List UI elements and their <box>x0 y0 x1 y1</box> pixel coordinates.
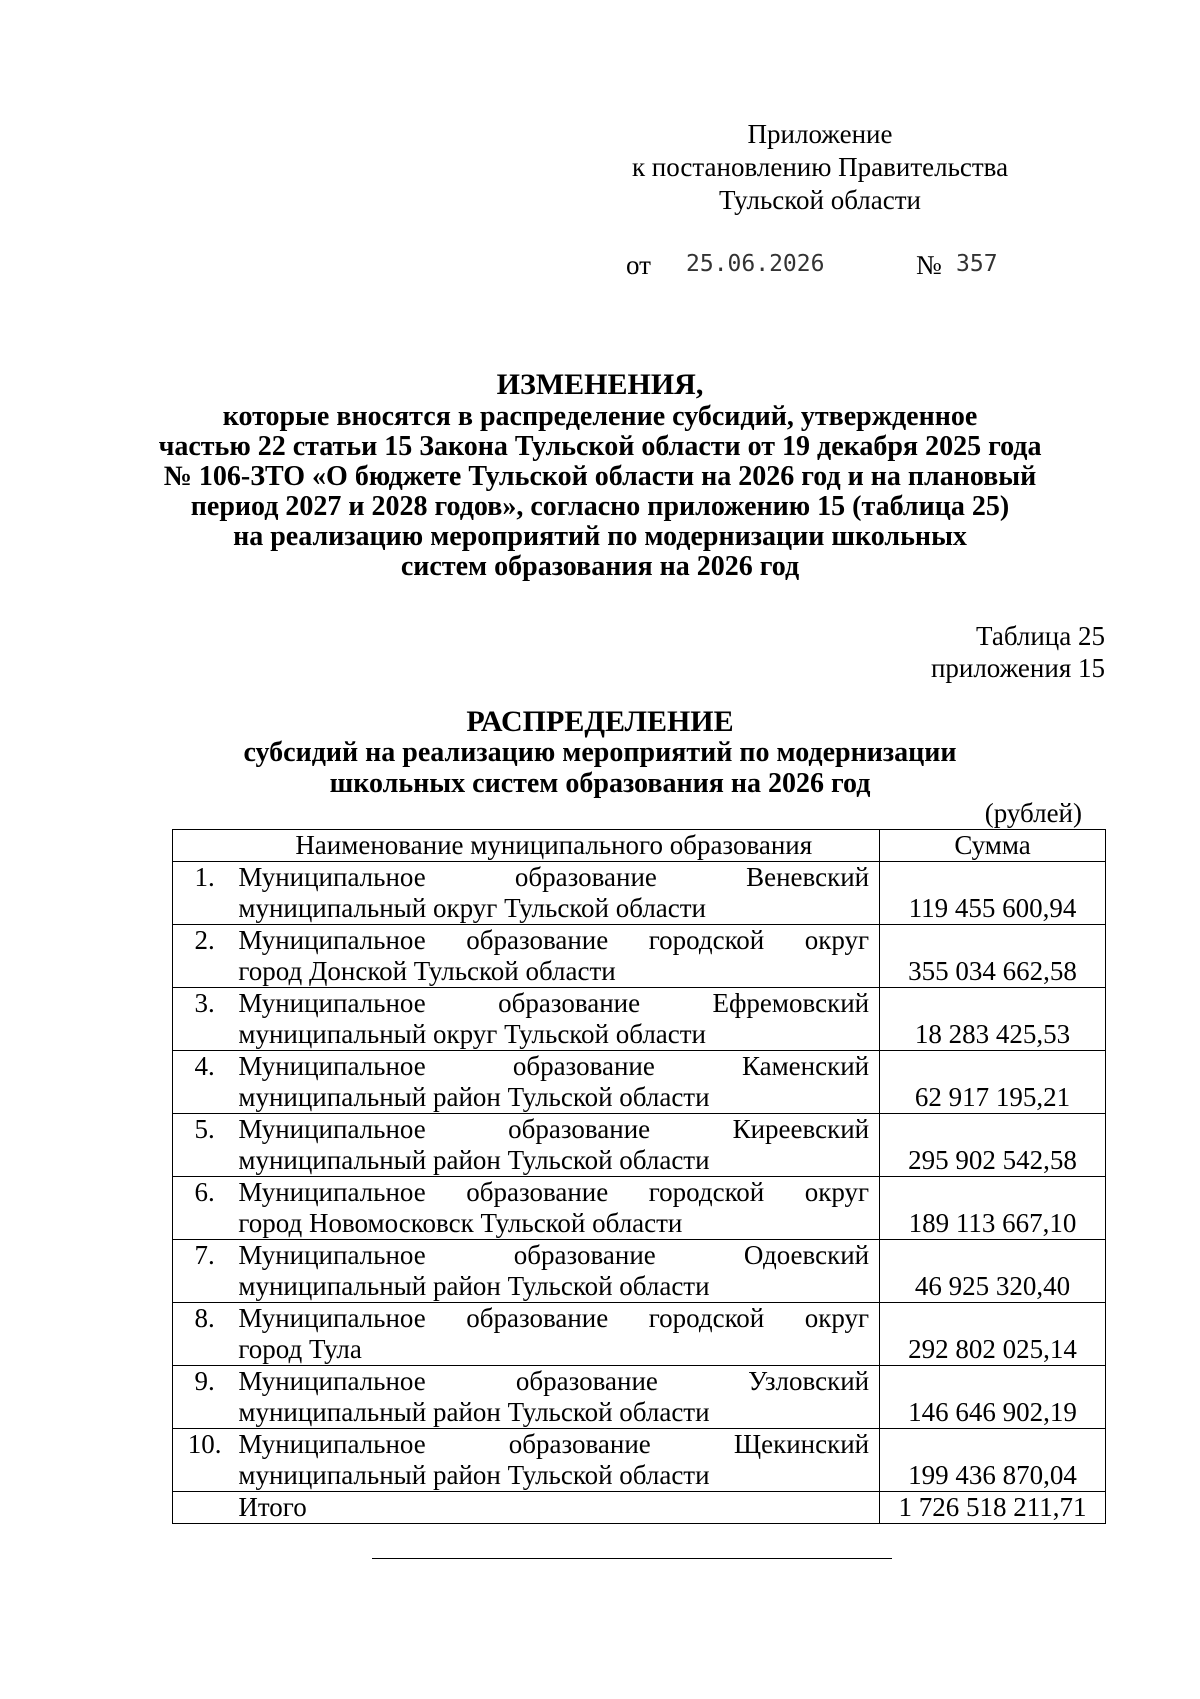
municipality-name-text <box>238 1177 869 1239</box>
distribution-title-line-2: субсидий на реализацию мероприятий по модернизации <box>243 737 957 768</box>
table-row <box>173 1366 1106 1429</box>
municipality-name-text <box>238 1366 869 1428</box>
subsidy-amount: 46 925 320,40 <box>880 1240 1106 1303</box>
header-sum-cell: Сумма <box>880 830 1106 862</box>
municipality-name-line-2: муниципальный район Тульской области <box>238 1082 710 1112</box>
table-body <box>173 862 1106 1492</box>
table-row <box>173 1114 1106 1177</box>
municipality-name <box>236 925 879 988</box>
row-number: 9. <box>173 1366 237 1429</box>
municipality-name-line-1: Муниципальное образование Каменский <box>238 1051 870 1081</box>
municipality-name-line-1: Муниципальное образование городской округ <box>238 1303 870 1333</box>
municipality-name <box>236 1114 879 1177</box>
subsidy-amount: 355 034 662,58 <box>880 925 1106 988</box>
changes-title <box>120 370 1080 582</box>
table-row <box>173 925 1106 988</box>
distribution-title-line-3: школьных систем образования на 2026 год <box>329 768 871 799</box>
municipality-name-text <box>238 1240 869 1302</box>
row-number: 1. <box>173 862 237 925</box>
municipality-name-line-2: муниципальный район Тульской области <box>238 1271 710 1301</box>
changes-title-line-2: которые вносятся в распределение субсидий, утвержденное <box>222 401 978 432</box>
resolution-number: 357 <box>956 251 998 277</box>
subsidy-amount: 62 917 195,21 <box>880 1051 1106 1114</box>
subsidy-amount: 119 455 600,94 <box>880 862 1106 925</box>
municipality-name-line-2: муниципальный район Тульской области <box>238 1460 710 1490</box>
municipality-name-line-1: Муниципальное образование Ефремовский <box>238 988 870 1018</box>
table-row <box>173 988 1106 1051</box>
table-row <box>173 1429 1106 1492</box>
table-row <box>173 862 1106 925</box>
changes-heading: ИЗМЕНЕНИЯ, <box>496 368 704 401</box>
changes-title-line-5: период 2027 и 2028 годов», согласно приложению 15 (таблица 25) <box>190 491 1010 522</box>
municipality-name-line-2: муниципальный район Тульской области <box>238 1397 710 1427</box>
municipality-name-line-1: Муниципальное образование городской округ <box>238 1177 870 1207</box>
municipality-name-line-1: Муниципальное образование Веневский <box>238 862 870 892</box>
municipality-name-line-1: Муниципальное образование Киреевский <box>238 1114 870 1144</box>
municipality-name-text <box>238 925 869 987</box>
municipality-name <box>236 1303 879 1366</box>
subsidy-amount: 18 283 425,53 <box>880 988 1106 1051</box>
table-row <box>173 1051 1106 1114</box>
appendix-line-1: Приложение <box>747 119 893 149</box>
changes-title-line-6: на реализацию мероприятий по модернизации школьных <box>233 521 967 552</box>
row-number: 10. <box>173 1429 237 1492</box>
table-row <box>173 1303 1106 1366</box>
from-label: от <box>626 250 651 280</box>
distribution-table <box>172 829 1106 1524</box>
row-number: 2. <box>173 925 237 988</box>
municipality-name <box>236 1240 879 1303</box>
subsidy-amount: 189 113 667,10 <box>880 1177 1106 1240</box>
header-name-cell: Наименование муниципального образования <box>236 830 879 862</box>
municipality-name-line-2: город Новомосковск Тульской области <box>238 1208 683 1238</box>
distribution-title <box>170 706 1030 799</box>
total-row <box>173 1492 1106 1524</box>
row-number: 6. <box>173 1177 237 1240</box>
appendix-line-2: к постановлению Правительства <box>631 152 1009 182</box>
header-num-cell <box>173 830 237 862</box>
bottom-rule <box>372 1558 892 1559</box>
municipality-name-line-2: город Донской Тульской области <box>238 956 616 986</box>
resolution-date: 25.06.2026 <box>686 251 825 277</box>
table-row <box>173 1240 1106 1303</box>
municipality-name-line-2: муниципальный округ Тульской области <box>238 1019 707 1049</box>
total-label: Итого <box>236 1492 879 1524</box>
municipality-name <box>236 988 879 1051</box>
total-num-cell <box>173 1492 237 1524</box>
row-number: 4. <box>173 1051 237 1114</box>
appendix-header <box>600 118 1040 217</box>
municipality-name-line-1: Муниципальное образование городской округ <box>238 925 870 955</box>
municipality-name-text <box>238 1303 869 1365</box>
municipality-name <box>236 862 879 925</box>
municipality-name-text <box>238 1429 869 1491</box>
municipality-name-text <box>238 1051 869 1113</box>
subsidy-amount: 199 436 870,04 <box>880 1429 1106 1492</box>
number-label: № <box>916 250 942 280</box>
municipality-name-line-2: муниципальный район Тульской области <box>238 1145 710 1175</box>
municipality-name-line-1: Муниципальное образование Щекинский <box>238 1429 870 1459</box>
table-header-row <box>173 830 1106 862</box>
total-sum: 1 726 518 211,71 <box>880 1492 1106 1524</box>
distribution-heading: РАСПРЕДЕЛЕНИЕ <box>466 705 734 738</box>
municipality-name-line-2: город Тула <box>238 1334 362 1364</box>
municipality-name <box>236 1051 879 1114</box>
subsidy-amount: 295 902 542,58 <box>880 1114 1106 1177</box>
municipality-name-text <box>238 988 869 1050</box>
table-reference-line-2: приложения 15 <box>930 653 1105 683</box>
changes-title-line-7: систем образования на 2026 год <box>400 551 800 582</box>
municipality-name <box>236 1177 879 1240</box>
table-row <box>173 1177 1106 1240</box>
subsidy-amount: 292 802 025,14 <box>880 1303 1106 1366</box>
subsidy-amount: 146 646 902,19 <box>880 1366 1106 1429</box>
row-number: 7. <box>173 1240 237 1303</box>
municipality-name-line-1: Муниципальное образование Узловский <box>238 1366 870 1396</box>
municipality-name-line-2: муниципальный округ Тульской области <box>238 893 707 923</box>
table-reference-line-1: Таблица 25 <box>976 621 1105 651</box>
row-number: 3. <box>173 988 237 1051</box>
municipality-name-text <box>238 862 869 924</box>
changes-title-line-4: № 106-ЗТО «О бюджете Тульской области на 2026 год и на плановый <box>163 461 1037 492</box>
row-number: 8. <box>173 1303 237 1366</box>
row-number: 5. <box>173 1114 237 1177</box>
municipality-name-line-1: Муниципальное образование Одоевский <box>238 1240 870 1270</box>
municipality-name <box>236 1429 879 1492</box>
appendix-line-3: Тульской области <box>719 185 921 215</box>
changes-title-line-3: частью 22 статьи 15 Закона Тульской области от 19 декабря 2025 года <box>158 431 1042 462</box>
units-label: (рублей) <box>984 798 1082 828</box>
table-reference <box>805 620 1105 684</box>
municipality-name-text <box>238 1114 869 1176</box>
municipality-name <box>236 1366 879 1429</box>
